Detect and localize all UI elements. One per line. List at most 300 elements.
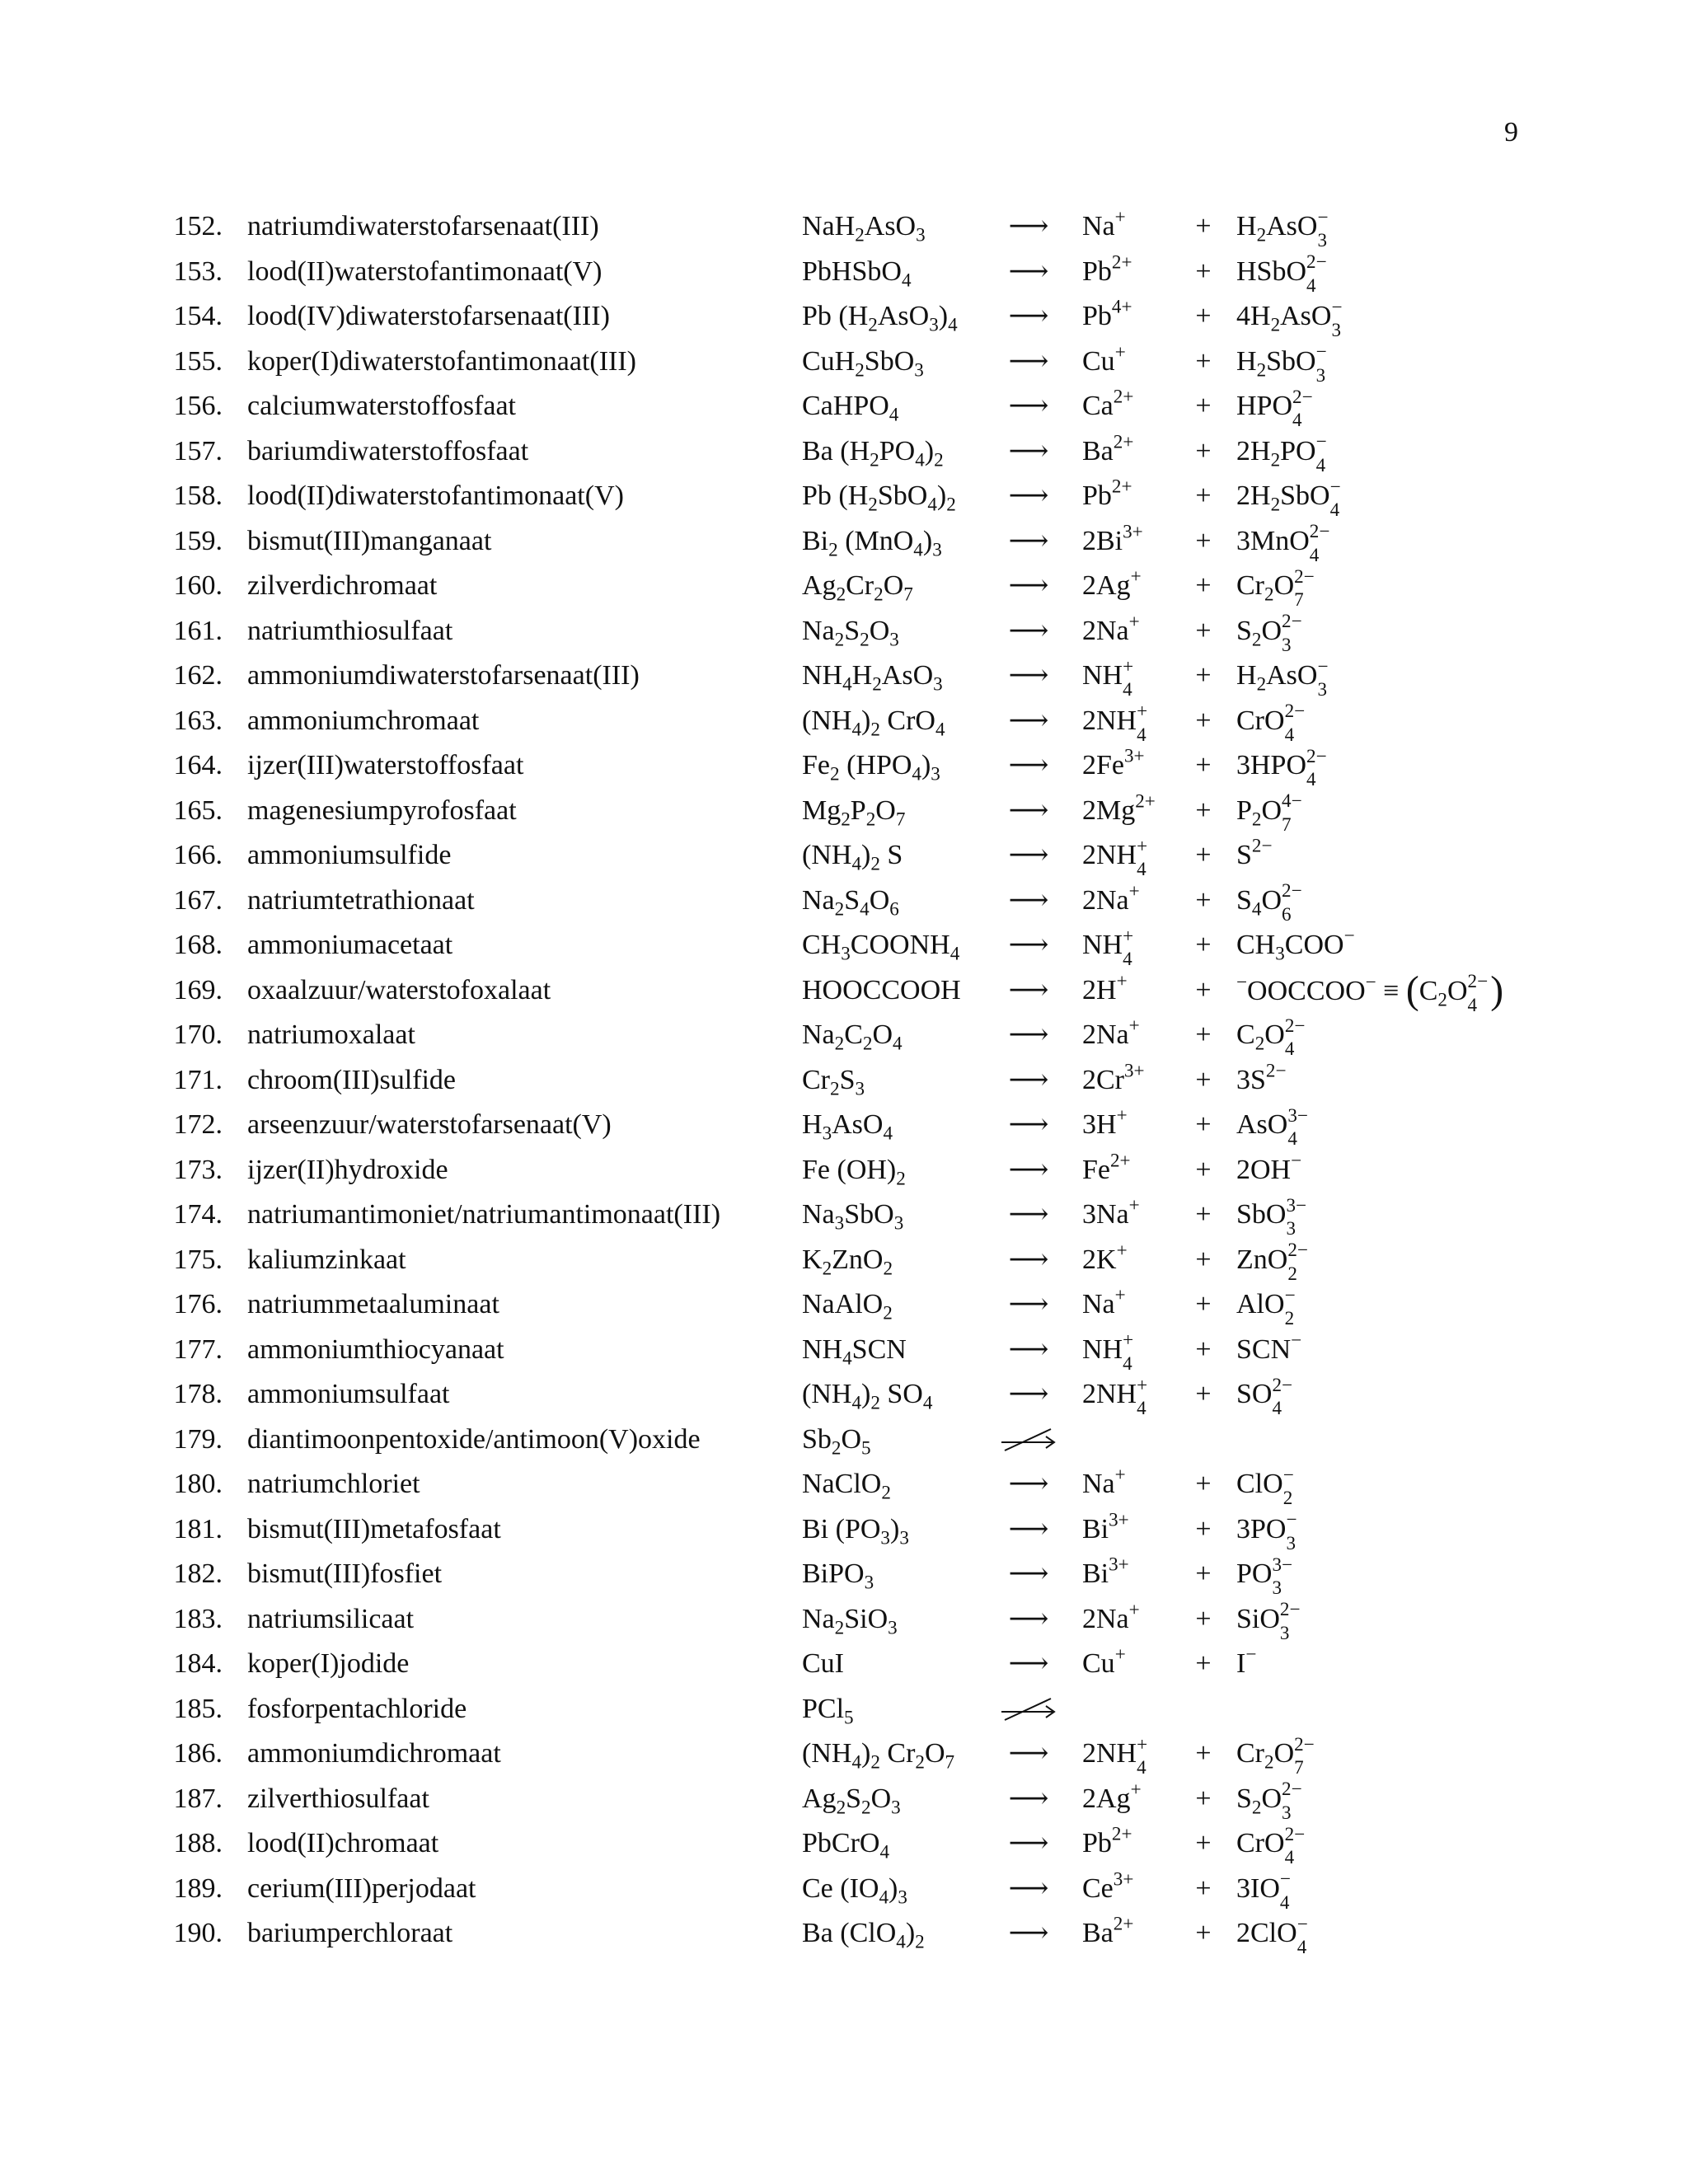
reaction-arrow-icon: ⟶ (1008, 480, 1049, 511)
compound-formula: $Bi_2$ $(MnO_4)_3$ (802, 525, 942, 560)
compound-formula: NaAlO$_2$ (802, 1289, 893, 1324)
compound-name: bismut(III)fosfiet (247, 1558, 443, 1589)
plus-sign: + (1195, 1333, 1212, 1365)
cation: $2Bi^{3+}$ (1082, 521, 1143, 556)
cation: 2Na+ (1082, 1015, 1140, 1050)
plus-sign: + (1195, 391, 1212, 421)
reaction-arrow-icon: ⟶ (1008, 1154, 1049, 1185)
cation: $Bi^{3+}$ (1082, 1554, 1129, 1589)
entry-number: 159. (173, 525, 223, 556)
compound-formula: PbHSbO$_4$ (802, 255, 912, 291)
anion: 3IO − 4 (1236, 1868, 1291, 1914)
reaction-arrow-icon: ⟶ (1008, 1469, 1049, 1499)
compound-formula: $Ag_2S_2O_3$ (802, 1783, 901, 1818)
reaction-arrow-icon: ⟶ (1008, 1064, 1049, 1095)
compound-name: koper(I)jodide (247, 1648, 410, 1679)
cation: Cu+ (1082, 341, 1126, 377)
entry-number: 168. (173, 930, 223, 960)
table-row (0, 340, 1688, 385)
table-row (0, 204, 1688, 250)
cation: $Bi^{3+}$ (1082, 1509, 1129, 1544)
table-row (0, 1642, 1688, 1687)
compound-formula: $Na_2S_2O_3$ (802, 615, 899, 650)
cation: $Pb^{2+}$ (1082, 251, 1132, 287)
compound-formula: $NH_4SCN$ (802, 1333, 907, 1369)
plus-sign: + (1195, 840, 1212, 870)
compound-name: zilverthiosulfaat (247, 1783, 429, 1814)
plus-sign: + (1195, 1603, 1212, 1634)
anion: AsO 3− 4 (1236, 1104, 1308, 1151)
reaction-arrow-icon: ⟶ (1008, 750, 1049, 780)
compound-formula: $NH_4H_2AsO_3$ (802, 660, 943, 696)
reaction-arrow-icon: ⟶ (1008, 255, 1049, 287)
anion: $2H_2PO$ − 4 (1236, 431, 1327, 476)
entry-number: 171. (173, 1064, 223, 1095)
entry-number: 163. (173, 705, 223, 736)
table-row (0, 1148, 1688, 1193)
compound-name: zilverdichromaat (247, 570, 438, 601)
compound-formula: $Na_3SbO_3$ (802, 1199, 904, 1235)
reaction-arrow-icon: ⟶ (1008, 660, 1049, 691)
compound-name: lood(II)waterstofantimonaat(V) (247, 255, 603, 287)
plus-sign: + (1195, 1513, 1212, 1544)
plus-sign: + (1195, 301, 1212, 331)
compound-name: bariumdiwaterstoffosfaat (247, 435, 529, 466)
plus-sign: + (1195, 570, 1212, 601)
page-number: 9 (1504, 117, 1518, 148)
anion: HPO 2− 4 (1236, 386, 1313, 432)
compound-name: arseenzuur/waterstofarsenaat(V) (247, 1109, 612, 1140)
anion: $4H_2AsO$ − 3 (1236, 296, 1343, 342)
compound-formula: $(NH_4)_2$ $Cr_2O_7$ (802, 1738, 955, 1774)
anion: $S_2O$ 2− 3 (1236, 611, 1302, 656)
plus-sign: + (1195, 1379, 1212, 1409)
anion: CrO 2− 4 (1236, 701, 1306, 746)
compound-name: oxaalzuur/waterstofoxalaat (247, 974, 551, 1005)
table-row (0, 654, 1688, 699)
plus-sign: + (1195, 1244, 1212, 1275)
anion: 2ClO − 4 (1236, 1913, 1308, 1959)
compound-name: lood(IV)diwaterstofarsenaat(III) (247, 301, 610, 331)
reaction-arrow-icon: ⟶ (1008, 615, 1049, 646)
plus-sign: + (1195, 255, 1212, 287)
table-row (0, 1687, 1688, 1732)
anion: $H_2AsO$ − 3 (1236, 655, 1329, 701)
anion: SbO 3− 3 (1236, 1194, 1307, 1240)
cation: 2NH + 4 (1082, 1374, 1148, 1420)
plus-sign: + (1195, 1783, 1212, 1814)
table-row (0, 1238, 1688, 1283)
entry-number: 175. (173, 1244, 223, 1275)
cation: $Pb^{4+}$ (1082, 296, 1132, 331)
table-row (0, 1777, 1688, 1822)
cation: 2K+ (1082, 1240, 1128, 1275)
compound-name: ammoniumdiwaterstofarsenaat(III) (247, 660, 640, 691)
anion: $Cr_2O$ 2− 7 (1236, 1733, 1315, 1779)
compound-formula: $K_2ZnO_2$ (802, 1244, 893, 1279)
table-row (0, 1597, 1688, 1643)
entry-number: 178. (173, 1379, 223, 1409)
reaction-arrow-icon: ⟶ (1008, 930, 1049, 960)
compound-formula: $(NH_4)_2$ S (802, 840, 903, 875)
anion: $CH_3COO^-$ (1236, 925, 1355, 965)
compound-formula: CaHPO$_4$ (802, 391, 899, 426)
anion: $2H_2SbO$ − 4 (1236, 476, 1341, 522)
entry-number: 165. (173, 794, 223, 826)
reaction-arrow-icon: ⟶ (1008, 1558, 1049, 1589)
compound-name: ijzer(III)waterstoffosfaat (247, 750, 524, 780)
compound-formula: Ba $(ClO_4)_2$ (802, 1918, 925, 1953)
plus-sign: + (1195, 480, 1212, 511)
cation: Na+ (1082, 1464, 1126, 1499)
plus-sign: + (1195, 1019, 1212, 1050)
compound-formula: $Ag_2Cr_2O_7$ (802, 570, 913, 606)
entry-number: 188. (173, 1828, 223, 1858)
anion: 2OH− (1236, 1150, 1302, 1185)
cation: NH + 4 (1082, 655, 1134, 701)
table-row (0, 250, 1688, 295)
plus-sign: + (1195, 525, 1212, 556)
entry-number: 162. (173, 660, 223, 691)
compound-name: natriumthiosulfaat (247, 615, 453, 646)
table-row (0, 968, 1688, 1017)
compound-name: natriumtetrathionaat (247, 884, 475, 916)
compound-formula: BiPO$_3$ (802, 1558, 874, 1594)
cation: $Pb^{2+}$ (1082, 476, 1132, 511)
entry-number: 181. (173, 1513, 223, 1544)
compound-name: natriumsilicaat (247, 1603, 415, 1634)
plus-sign: + (1195, 750, 1212, 780)
cation: 2H+ (1082, 970, 1128, 1005)
reaction-arrow-icon: ⟶ (1008, 1289, 1049, 1319)
plus-sign: + (1195, 211, 1212, 241)
reaction-arrow-icon: ⟶ (1008, 1109, 1049, 1140)
plus-sign: + (1195, 794, 1212, 826)
table-row (0, 1418, 1688, 1463)
compound-formula: $Cr_2S_3$ (802, 1064, 865, 1099)
compound-formula: NaH$_2$AsO$_3$ (802, 211, 926, 246)
entry-number: 167. (173, 884, 223, 916)
compound-name: lood(II)chromaat (247, 1828, 439, 1858)
cation: $2Fe^{3+}$ (1082, 745, 1145, 780)
entry-number: 160. (173, 570, 223, 601)
compound-formula: CuH$_2$SbO$_3$ (802, 345, 924, 381)
entry-number: 152. (173, 211, 223, 241)
cation: $Fe^{2+}$ (1082, 1150, 1131, 1185)
entry-number: 170. (173, 1019, 223, 1050)
table-row (0, 923, 1688, 971)
table-row (0, 609, 1688, 654)
reaction-arrow-icon: ⟶ (1008, 1783, 1049, 1814)
dissociation-table (0, 204, 1688, 1957)
anion: I− (1236, 1643, 1257, 1679)
cation: 2NH + 4 (1082, 1733, 1148, 1779)
compound-formula: $Mg_2P_2O_7$ (802, 794, 906, 830)
cation: 2NH + 4 (1082, 835, 1148, 881)
entry-number: 164. (173, 750, 223, 780)
compound-name: cerium(III)perjodaat (247, 1872, 476, 1904)
plus-sign: + (1195, 1469, 1212, 1499)
compound-name: natriumchloriet (247, 1469, 420, 1499)
compound-formula: $Na_2S_4O_6$ (802, 884, 899, 920)
cation: 2Ag+ (1082, 1779, 1142, 1814)
plus-sign: + (1195, 1289, 1212, 1319)
plus-sign: + (1195, 1828, 1212, 1858)
compound-formula: $Sb_2O_5$ (802, 1423, 871, 1459)
reaction-arrow-icon: ⟶ (1008, 391, 1049, 421)
anion: SiO 2− 3 (1236, 1599, 1301, 1644)
cation: NH + 4 (1082, 1329, 1134, 1375)
reaction-arrow-icon: ⟶ (1008, 211, 1049, 241)
table-row (0, 519, 1688, 565)
anion: $S_4O$ 2− 6 (1236, 880, 1302, 926)
compound-name: ammoniumdichromaat (247, 1738, 501, 1769)
compound-formula: Fe $(OH)_2$ (802, 1154, 906, 1189)
compound-name: bismut(III)metafosfaat (247, 1513, 501, 1544)
cation: $Ba^{2+}$ (1082, 431, 1134, 466)
compound-formula: $(NH_4)_2$ CrO$_4$ (802, 705, 945, 740)
reaction-arrow-icon: ⟶ (1008, 1918, 1049, 1948)
plus-sign: + (1195, 660, 1212, 691)
anion: $3S^{2-}$ (1236, 1060, 1287, 1095)
cation: 2Na+ (1082, 880, 1140, 916)
reaction-arrow-icon: ⟶ (1008, 1648, 1049, 1679)
reaction-arrow-icon: ⟶ (1008, 525, 1049, 556)
cation: 3H+ (1082, 1104, 1128, 1140)
compound-formula: NaClO$_2$ (802, 1469, 891, 1504)
table-row (0, 789, 1688, 834)
compound-name: magenesiumpyrofosfaat (247, 794, 517, 826)
entry-number: 180. (173, 1469, 223, 1499)
compound-name: ammoniumsulfide (247, 840, 452, 870)
cation: $2Cr^{3+}$ (1082, 1060, 1145, 1095)
plus-sign: + (1195, 974, 1212, 1005)
table-row (0, 474, 1688, 522)
compound-formula: $Na_2C_2O_4$ (802, 1019, 903, 1055)
cation: 3Na+ (1082, 1194, 1140, 1230)
plus-sign: + (1195, 345, 1212, 377)
entry-number: 187. (173, 1783, 223, 1814)
table-row (0, 1867, 1688, 1912)
entry-number: 190. (173, 1918, 223, 1948)
anion: SCN− (1236, 1329, 1302, 1365)
entry-number: 179. (173, 1423, 223, 1455)
table-row (0, 1507, 1688, 1553)
entry-number: 157. (173, 435, 223, 466)
reaction-arrow-icon: ⟶ (1008, 1333, 1049, 1365)
compound-formula: Ce $(IO_4)_3$ (802, 1872, 907, 1908)
cation: $Ba^{2+}$ (1082, 1913, 1134, 1948)
anion: $S^{2-}$ (1236, 835, 1273, 870)
compound-name: natriummetaaluminaat (247, 1289, 499, 1319)
reaction-arrow-icon: ⟶ (1008, 840, 1049, 870)
cation: $Pb^{2+}$ (1082, 1823, 1132, 1858)
compound-formula: PCl$_5$ (802, 1693, 854, 1728)
entry-number: 154. (173, 301, 223, 331)
reaction-arrow-icon: ⟶ (1008, 1199, 1049, 1230)
compound-name: natriumantimoniet/natriumantimonaat(III) (247, 1199, 721, 1230)
anion: PO 3− 3 (1236, 1554, 1293, 1600)
compound-name: ammoniumacetaat (247, 930, 453, 960)
compound-name: lood(II)diwaterstofantimonaat(V) (247, 480, 624, 511)
plus-sign: + (1195, 435, 1212, 466)
plus-sign: + (1195, 705, 1212, 736)
compound-formula: Bi $(PO_3)_3$ (802, 1513, 909, 1549)
compound-formula: $(NH_4)_2$ $SO_4$ (802, 1379, 933, 1414)
cation: $Ca^{2+}$ (1082, 386, 1134, 421)
cation: 2NH + 4 (1082, 701, 1148, 746)
anion: 3HPO 2− 4 (1236, 745, 1327, 791)
entry-number: 166. (173, 840, 223, 870)
compound-name: chroom(III)sulfide (247, 1064, 457, 1095)
entry-number: 172. (173, 1109, 223, 1140)
table-row (0, 1103, 1688, 1151)
reaction-arrow-icon: ⟶ (1008, 1379, 1049, 1409)
table-row (0, 1552, 1688, 1600)
entry-number: 177. (173, 1333, 223, 1365)
table-row (0, 1821, 1688, 1867)
anion: $H_2SbO$ − 3 (1236, 341, 1327, 387)
compound-name: bariumperchloraat (247, 1918, 453, 1948)
reaction-arrow-icon: ⟶ (1008, 884, 1049, 916)
reaction-arrow-icon: ⟶ (1008, 1019, 1049, 1050)
table-row (0, 1732, 1688, 1777)
reaction-arrow-icon: ⟶ (1008, 1828, 1049, 1858)
compound-formula: Ba $(H_2PO_4)_2$ (802, 435, 944, 471)
cation: $2Mg^{2+}$ (1082, 790, 1156, 826)
plus-sign: + (1195, 1199, 1212, 1230)
plus-sign: + (1195, 1648, 1212, 1679)
entry-number: 182. (173, 1558, 223, 1589)
plus-sign: + (1195, 884, 1212, 916)
entry-number: 186. (173, 1738, 223, 1769)
anion: ZnO 2− 2 (1236, 1240, 1308, 1285)
compound-formula: $Fe_2$ $(HPO_4)_3$ (802, 750, 940, 785)
table-row (0, 1282, 1688, 1328)
table-row (0, 294, 1688, 340)
reaction-arrow-icon: ⟶ (1008, 301, 1049, 331)
compound-name: fosforpentachloride (247, 1693, 467, 1724)
entry-number: 153. (173, 255, 223, 287)
entry-number: 189. (173, 1872, 223, 1904)
reaction-arrow-icon: ⟶ (1008, 1603, 1049, 1634)
compound-name: ijzer(II)hydroxide (247, 1154, 448, 1185)
compound-formula: $H_3AsO_4$ (802, 1109, 893, 1145)
table-row (0, 1911, 1688, 1957)
plus-sign: + (1195, 1109, 1212, 1140)
plus-sign: + (1195, 930, 1212, 960)
table-row (0, 1372, 1688, 1418)
anion: 3MnO 2− 4 (1236, 521, 1330, 566)
table-row (0, 833, 1688, 879)
compound-name: ammoniumsulfaat (247, 1379, 450, 1409)
cation: Na+ (1082, 1284, 1126, 1319)
reaction-arrow-icon: ⟶ (1008, 1738, 1049, 1769)
table-row (0, 743, 1688, 789)
cation: Na+ (1082, 206, 1126, 241)
anion: AlO − 2 (1236, 1284, 1296, 1330)
reaction-arrow-icon: ⟶ (1008, 1872, 1049, 1904)
entry-number: 155. (173, 345, 223, 377)
compound-name: calciumwaterstoffosfaat (247, 391, 517, 421)
plus-sign: + (1195, 1872, 1212, 1904)
anion: $Cr_2O$ 2− 7 (1236, 565, 1315, 612)
plus-sign: + (1195, 1918, 1212, 1948)
compound-formula: CuI (802, 1648, 844, 1679)
entry-number: 185. (173, 1693, 223, 1724)
compound-name: natriumoxalaat (247, 1019, 415, 1050)
reaction-arrow-icon: ⟶ (1008, 794, 1049, 826)
plus-sign: + (1195, 1064, 1212, 1095)
reaction-arrow-icon: ⟶ (1008, 974, 1049, 1005)
table-row (0, 1328, 1688, 1373)
table-row (0, 1013, 1688, 1061)
entry-number: 173. (173, 1154, 223, 1185)
entry-number: 183. (173, 1603, 223, 1634)
plus-sign: + (1195, 615, 1212, 646)
entry-number: 161. (173, 615, 223, 646)
compound-formula: Pb $(H_2AsO_3)_4$ (802, 301, 958, 336)
anion: $P_2O$ 4− 7 (1236, 790, 1302, 836)
reaction-arrow-icon: ⟶ (1008, 1244, 1049, 1275)
table-row (0, 879, 1688, 924)
compound-name: diantimoonpentoxide/antimoon(V)oxide (247, 1423, 701, 1455)
compound-formula: HOOCCOOH (802, 974, 961, 1005)
cation: Cu+ (1082, 1643, 1126, 1679)
table-row (0, 429, 1688, 475)
anion: $H_2AsO$ − 3 (1236, 206, 1329, 252)
cation: 2Na+ (1082, 611, 1140, 646)
cation: 2Ag+ (1082, 565, 1142, 601)
anion: SO 2− 4 (1236, 1374, 1293, 1420)
plus-sign: + (1195, 1154, 1212, 1185)
anion: CrO 2− 4 (1236, 1823, 1306, 1869)
reaction-arrow-icon: ⟶ (1008, 705, 1049, 736)
compound-formula: $CH_3COONH_4$ (802, 930, 960, 965)
reaction-arrow-icon: ⟶ (1008, 345, 1049, 377)
plus-sign: + (1195, 1558, 1212, 1589)
table-row (0, 699, 1688, 744)
table-row (0, 1058, 1688, 1104)
entry-number: 156. (173, 391, 223, 421)
compound-formula: $Na_2SiO_3$ (802, 1603, 898, 1638)
compound-name: kaliumzinkaat (247, 1244, 406, 1275)
anion: $S_2O$ 2− 3 (1236, 1779, 1302, 1824)
compound-name: koper(I)diwaterstofantimonaat(III) (247, 345, 636, 377)
anion: ClO − 2 (1236, 1464, 1294, 1510)
cation: 2Na+ (1082, 1599, 1140, 1634)
plus-sign: + (1195, 1738, 1212, 1769)
compound-formula: Pb $(H_2SbO_4)_2$ (802, 480, 956, 516)
compound-name: ammoniumchromaat (247, 705, 480, 736)
table-row (0, 564, 1688, 612)
table-row (0, 384, 1688, 432)
cation: $Ce^{3+}$ (1082, 1868, 1134, 1904)
cation: NH + 4 (1082, 925, 1134, 971)
reaction-arrow-icon: ⟶ (1008, 570, 1049, 601)
entry-number: 158. (173, 480, 223, 511)
compound-name: ammoniumthiocyanaat (247, 1333, 504, 1365)
anion: −OOCCOO− ≡ ($C_2O$ 2− 4 ) (1236, 968, 1504, 1017)
table-row (0, 1462, 1688, 1510)
compound-name: natriumdiwaterstofarsenaat(III) (247, 211, 599, 241)
anion: $C_2O$ 2− 4 (1236, 1015, 1306, 1061)
table-row (0, 1193, 1688, 1238)
reaction-arrow-icon: ⟶ (1008, 435, 1049, 466)
entry-number: 169. (173, 974, 223, 1005)
compound-formula: PbCrO$_4$ (802, 1828, 890, 1863)
reaction-arrow-icon: ⟶ (1008, 1513, 1049, 1544)
